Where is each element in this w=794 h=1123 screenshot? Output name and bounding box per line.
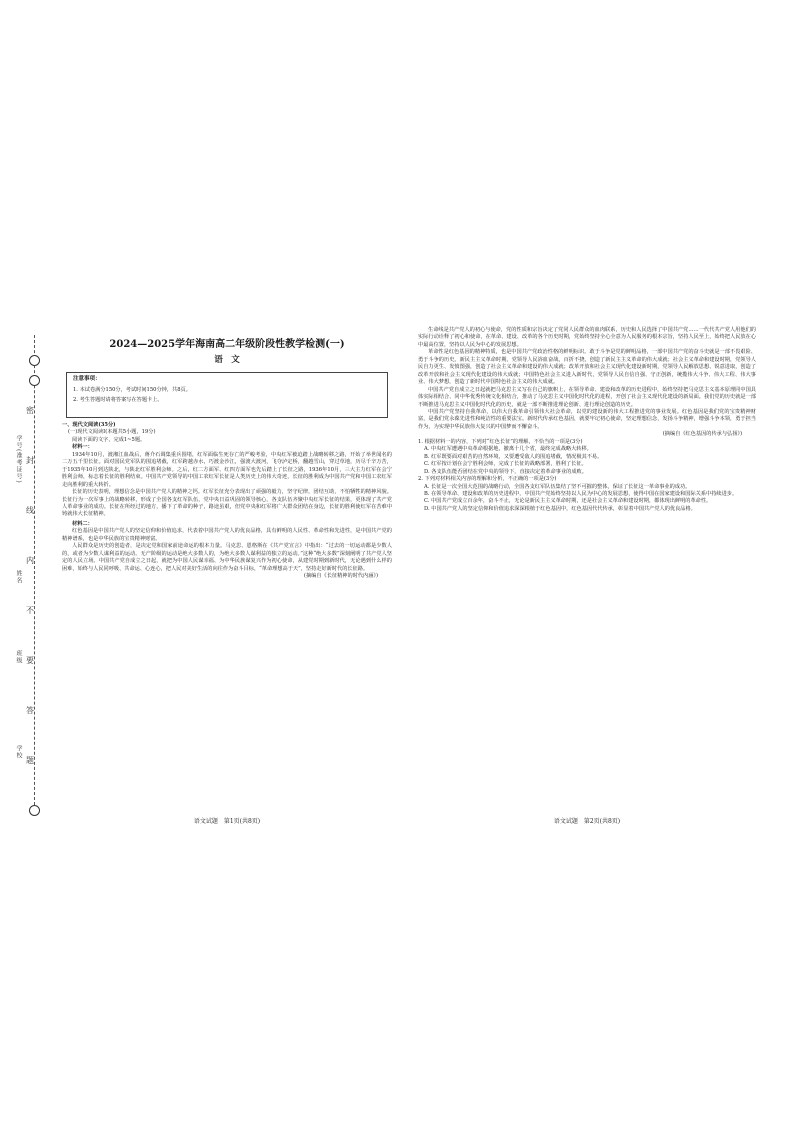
question-option: D. 中国共产党人的坚定信仰和价值追求深深根植于红色基因中，红色基因代代传承，彰显着中国共产党人的优良品格。 (424, 505, 696, 512)
source-citation: (摘编自《长征精神的时代内涵》) (303, 573, 378, 580)
subsection-heading: (一)现代文阅读Ⅰ(本题共5小题，19分) (68, 429, 156, 436)
section-heading: 一、现代文阅读(35分) (62, 422, 116, 428)
paragraph: 1934年10月，渡湘江血战后，蒋介石调集重兵围堵，红军面临生死存亡的严峻考验，中央红军被迫踏上战略转移之路，开始了举世闻名的二万五千里长征。面对国民党军队的围追堵截，红军跨越赤水，巧渡金沙江，强渡大渡河，飞夺泸定桥，翻越雪山，穿过草地，历尽千辛万苦，于1935年10月到达陕北，与陕北红军胜利会师。之后，红二方面军、红四方面军也先后踏上了长征之路，1936年10月，三大主力红军在会宁胜利会师，标志着长征的胜利结束。中国共产党领导的中国工农红军长征是人类历史上的伟大奇迹，长征的胜利成为中国共产党和中国工农红军走向胜利的重大转折。 (62, 451, 392, 488)
paragraph: 中国共产党自成立之日起就把马克思主义写在自己的旗帜上，在领导革命、建设和改革的历史进程中，始终坚持把马克思主义基本原理同中国具体实际相结合、同中华优秀传统文化相结合，推动了马克思主义中国化时代化的进程，开创了社会主义现代化建设的新局面。我们党的历史就是一部不断推进马克思主义中国化时代化的历史，就是一部不断推进理论创新、进行理论创造的历史。 (418, 386, 756, 408)
question-option: A. 中央红军遭遇中央革命根据地，撤离十几个省，最终完成战略大转移。 (424, 446, 592, 453)
paragraph: 革命性是红色基因的精神特质，也是中国共产党政治性格的鲜明标识。敢于斗争是党的鲜明品格，一部中国共产党的奋斗史就是一部不畏艰险、勇于斗争的历史。新民主主义革命时期，党领导人民浴血奋战，百折不挠，创造了新民主主义革命的伟大成就；社会主义革命和建设时期，党领导人民自力更生、发愤图强，创造了社会主义革命和建设的伟大成就；改革开放和社会主义现代化建设新时期，党领导人民解放思想、锐意进取，创造了改革开放和社会主义现代化建设的伟大成就；中国特色社会主义进入新时代，党领导人民自信自强、守正创新，统揽伟大斗争、伟大工程、伟大事业、伟大梦想，创造了新时代中国特色社会主义的伟大成就。 (418, 349, 756, 386)
page-2 (418, 305, 756, 825)
question-stem: 1. 根据材料一的内容，下列对“红色长征”的理解，不恰当的一项是(3分) (418, 438, 583, 445)
material-label: 材料二： (72, 520, 93, 527)
binding-hole (29, 805, 40, 816)
binding-margin (14, 315, 56, 815)
seal-char: 不 (26, 606, 34, 615)
seal-char: 线 (26, 506, 34, 515)
binding-hole (29, 355, 40, 366)
notice-item: 2. 考生答题时请将答案写在答题卡上。 (73, 397, 163, 403)
material-label: 材料一： (72, 444, 93, 451)
exam-sheet (0, 305, 794, 825)
question-option: B. 在领导革命、建设和改革的历史进程中，中国共产党始终坚持以人民为中心的发展思想，使得中国在国家建设和国际关系中持续进步。 (424, 490, 738, 497)
paragraph: 人民群众是历史的创造者，是决定党和国家前途命运的根本力量。马克思、恩格斯在《共产党宣言》中指出：“过去的一切运动都是少数人的，或者为少数人谋利益的运动。无产阶级的运动是绝大多数人的，为绝大多数人谋利益的独立的运动。”这种“绝大多数”深刻阐明了共产党人坚定的人民立场。中国共产党自成立之日起，就把为中国人民谋幸福、为中华民族谋复兴作为初心使命，从建党时期到新时代，无论遇到什么样的困难，始终与人民同呼吸、共命运、心连心，把人民对美好生活的向往作为奋斗目标，“革命理想高于天”，坚持走好新时代的长征路。 (62, 543, 392, 572)
question-option: A. 长征是一次全国大范围的战略行动，全国各支红军队伍集结了坚不可摧的整体，保证了长征这一革命事业的成功。 (424, 483, 691, 490)
source-citation: (摘编自《红色基因的传承与弘扬》) (662, 431, 742, 438)
seal-char: 密 (26, 406, 34, 415)
page-footer: 语文试题 第2页(共8页) (553, 817, 621, 825)
instruction: 阅读下面的文字，完成1~5题。 (72, 436, 146, 443)
binding-hole (29, 375, 40, 386)
exam-title: 2024—2025学年海南高二年级阶段性教学检测(一) (109, 339, 345, 350)
seal-char: 答 (26, 706, 34, 715)
subject-title: 语 文 (214, 355, 240, 365)
page-footer: 语文试题 第1页(共8页) (193, 817, 261, 825)
seal-char: 内 (26, 556, 34, 565)
notice-label: 注意事项： (73, 376, 101, 382)
paragraph: 生命线是共产党人的初心与使命，党的性质和宗旨决定了党同人民群众的血肉联系，历史和人民选择了中国共产党……一代代共产党人用他们的实际行动诠释了初心和使命，在革命、建设、改革的各个历史时期，党始终坚持全心全意为人民服务的根本宗旨，坚持人民至上，始终把人民放在心中最高位置，坚持以人民为中心的发展思想。 (418, 327, 756, 348)
question-stem: 2. 下列对材料相关内容的理解和分析，不正确的一项是(3分) (418, 476, 557, 483)
field-name: 姓名 (15, 570, 22, 584)
seal-char: 要 (26, 656, 34, 665)
paragraph: 红色基因是中国共产党人的坚定信仰和价值追求，代表着中国共产党人的优良品格，具有鲜明的人民性、革命性和先进性，是中国共产党的精神谱系，也是中华民族的宝贵精神财富。 (62, 528, 392, 542)
seal-line (34, 335, 36, 805)
question-option: B. 红军既要面对艰苦的自然环境，又要遭受敌人的围追堵截，情况极其不易。 (424, 453, 603, 460)
page-1 (62, 305, 392, 825)
notice-box (66, 372, 388, 418)
field-class: 班级 (15, 650, 22, 664)
question-option: C. 红军按计划在会宁胜利会师，完成了长征的战略部署，胜利了长征。 (424, 461, 587, 468)
paragraph: 长征的历史表明，理想信念是中国共产党人的精神之钙。红军长征充分表现出了顽强的毅力，坚守纪律，团结互助，不怕牺牲的精神风貌。长征行为一次军事上的战略转移，形成了全国各支红军队伍，党中央日益巩固的领导核心，各支队伍齐聚中央红军长征的结果，更体现了共产党人革命事业的成功。长征在所经过的地方，播下了革命的种子，路途虽艰，但党中央和红军将广大群众团结在身边，长征的胜利使红军在苦难中铸就伟大长征精神。 (62, 489, 392, 518)
field-student-id: 学号(准考证号) (15, 435, 22, 484)
question-option: C. 中国共产党成立百余年，奋斗不止，无论是新民主主义革命时期，还是社会主义革命和建设时期，都体现出鲜明的革命性。 (424, 498, 712, 505)
paragraph: 中国共产党坚持自我革命，以伟大自我革命引领伟大社会革命，以党的建设新的伟大工程推进党的事业发展。红色基因是我们党的宝贵精神财富，是我们党永葆先进性和纯洁性的重要法宝。新时代传承红色基因，就要牢记初心使命，坚定理想信念，发扬斗争精神，增强斗争本领，勇于担当作为，为实现中华民族伟大复兴的中国梦而不懈奋斗。 (418, 408, 756, 430)
seal-char: 题 (26, 756, 34, 765)
seal-char: 封 (26, 456, 34, 465)
field-school: 学校 (15, 745, 22, 759)
question-option: D. 各支队伍能否团结在党中央的领导下，直接决定着革命事业的成败。 (424, 468, 587, 475)
notice-item: 1. 本试卷满分150分，考试时间150分钟，共8页。 (73, 387, 191, 393)
